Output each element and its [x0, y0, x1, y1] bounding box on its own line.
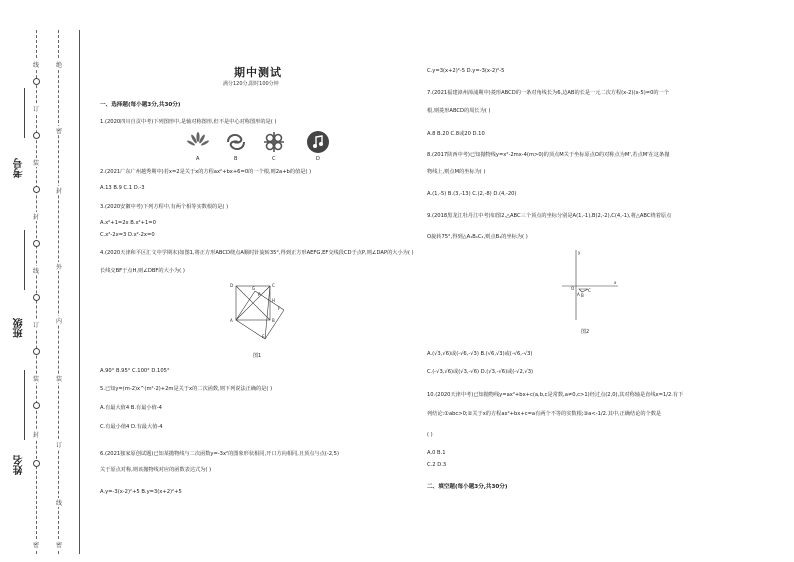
option-d-caption: D [316, 156, 320, 162]
fig2-label-o: O [571, 286, 575, 291]
question-line: 1.(2020四川自贡中考)下列图形中,是轴对称图形,但不是中心对称图形的是( ) [100, 119, 277, 125]
option-a-caption: A [196, 156, 200, 162]
question-line: A.90° B.95° C.100° D.105° [100, 368, 170, 374]
fig1-label-e: E [262, 334, 265, 339]
class-label: 班级 [14, 318, 25, 338]
fig1-label-f: F [278, 306, 281, 311]
name-label: 姓名 [14, 455, 25, 475]
seal-char: 线 [56, 500, 63, 507]
fig1-label-c: C [272, 283, 275, 288]
question-line: A.13 B.9 C.1 D.-3 [100, 185, 145, 191]
china-unicom-logo-icon [262, 130, 286, 154]
seal-char: 外 [56, 264, 63, 271]
question-line: 9.(2018黑龙江牡丹江中考)如图2,△ABC三个顶点的坐标分别是A(1,-1),B(2,-2),C(4,-1),将△ABC绕着原点 [427, 213, 672, 219]
seal-char: 订 [33, 106, 40, 113]
seal-circle-icon [33, 402, 40, 409]
fig1-label-a: A [230, 318, 233, 323]
figure-1-caption: 图1 [253, 353, 262, 359]
question-line: 7.(2021福建漳州漳浦期中)菱形ABCD的一条对角线长为6,边AB的长是一元二次方程(x-2)(x-5)=0的一个 [427, 90, 669, 96]
fig2-label-y: y [578, 250, 581, 255]
fig1-label-h: H [272, 298, 276, 303]
seal-char: 装 [33, 160, 40, 167]
seal-char: 封 [33, 214, 40, 221]
question-line: A.(1,-5) B.(3,-13) C.(2,-8) D.(4,-20) [427, 191, 517, 197]
seal-circle-icon [33, 186, 40, 193]
option-b-caption: B [234, 156, 238, 162]
class-underline [24, 230, 25, 290]
question-line: 关于原点对称,则该抛物线对应的函数表达式为( ) [100, 467, 212, 473]
binding-margin [0, 0, 82, 562]
option-c-caption: C [272, 156, 276, 162]
fig2-label-c: C [588, 288, 591, 293]
seal-char: 封 [56, 188, 63, 195]
seal-char: 线 [33, 268, 40, 275]
question-line: 10.(2020天津中考)已知抛物线y=ax²+bx+c(a,b,c是常数,a≠0,c>1)经过点(2,0),其对称轴是直线x=1/2.有下 [427, 392, 684, 398]
question-line: 6.(2021独家原创试题)已知某抛物线与二次函数y=-3x²的图象形状相同,开口方向相同,且顶点与点(-2,5) [100, 451, 339, 457]
question-line: C.y=3(x+2)²-5 D.y=-3(x-2)²-5 [427, 68, 505, 74]
seal-char: 密 [56, 128, 63, 135]
seal-circle-icon [33, 132, 40, 139]
seal-char: 封 [33, 432, 40, 439]
margin-border [79, 30, 80, 554]
exam-number-underline [24, 88, 25, 138]
seal-char: 绝 [56, 62, 63, 69]
seal-char: 内 [56, 318, 63, 325]
seal-char: 装 [33, 376, 40, 383]
question-line: C.有最小值4 D.有最大值-4 [100, 424, 163, 430]
question-line: C.x²-2x=3 D.x²-2x=0 [100, 232, 155, 238]
fig1-label-b: B [272, 318, 275, 323]
music-note-logo-icon [306, 130, 330, 154]
figure-1-squares [228, 282, 284, 340]
section-heading: 二、填空题(每小题3分,共30分) [427, 484, 508, 490]
question-line: A.x²+1=2x B.x²+1=0 [100, 220, 156, 226]
question-line: 2.(2021广东广州越秀期中)若x=2是关于x的方程ax²+bx+6=0的一个根,则2a+b的值是( ) [100, 169, 312, 175]
question-line: 4.(2020天津和平区汇文中学期末)如图1,将正方形ABCD绕点A顺时针旋转35°,得到正方形AEFG,EF交线段CD于点P,则∠DAP的大小为( ) [100, 250, 414, 256]
seal-circle-icon [33, 240, 40, 247]
question-line: A.(√3,√6)或(-√6,-√3) B.(√6,√3)或(-√6,-√3) [427, 351, 533, 357]
exam-info: 满分120分,限时100分钟 [223, 81, 279, 87]
fig1-label-p: P [258, 292, 261, 297]
question-line: A.y=-3(x-2)²+5 B.y=3(x+2)²+5 [100, 489, 182, 495]
seal-circle-icon [33, 294, 40, 301]
figure-2-caption: 图2 [581, 329, 590, 335]
seal-circle-icon [33, 460, 40, 467]
question-line: ( ) [427, 432, 433, 438]
question-line: A.8 B.20 C.8或20 D.10 [427, 131, 485, 137]
seal-circle-icon [33, 78, 40, 85]
question-line: O旋转75°,得到△A₁B₁C₁,则点B₁的坐标为( ) [427, 234, 528, 240]
fig2-label-x: x [614, 280, 617, 285]
page-title: 期中测试 [234, 66, 282, 79]
question-line: 长线交BF于点H,则∠DBF的大小为( ) [100, 268, 185, 274]
question-line: C.(-√3,√6)或(√3,-√6) D.(√3,-√6)或(-√2,√3) [427, 369, 534, 375]
fig1-label-g: G [252, 286, 256, 291]
seal-char: 密 [33, 542, 40, 549]
question-line: C.2 D.3 [427, 462, 447, 468]
question-line: A.0 B.1 [427, 450, 446, 456]
seal-char: 订 [33, 322, 40, 329]
china-mobile-logo-icon [224, 130, 248, 154]
seal-char: 订 [56, 442, 63, 449]
seal-line-inner [58, 30, 59, 554]
fig2-label-a: A [577, 292, 580, 297]
seal-char: 装 [56, 376, 63, 383]
name-underline [24, 370, 25, 440]
question-line: 列结论:①abc>0;②关于x的方程ax²+bx+c=a有两个不等的实数根;③a<-1/2.其中,正确结论的个数是 [427, 411, 662, 417]
fig1-label-d: D [230, 283, 234, 288]
question-line: 3.(2020安徽中考)下列方程中,有两个相等实数根的是( ) [100, 204, 229, 210]
question-line: 5.已知y=(m-2)x^(m²-2)+2m是关于x的二次函数,则下列说法正确的是( ) [100, 386, 273, 392]
huawei-logo-icon [186, 130, 210, 154]
question-line: A.有最大值4 B.有最小值-4 [100, 405, 162, 411]
question-line: 物线上,则点M的坐标为( ) [427, 169, 486, 175]
question-line: 8.(2017陕西中考)已知抛物线y=x²-2mx-4(m>0)的顶点M关于坐标原点O的对称点为M',若点M'在这条抛 [427, 152, 670, 158]
seal-circle-icon [33, 348, 40, 355]
seal-char: 密 [56, 542, 63, 549]
exam-number-label: 考号 [14, 158, 25, 178]
figure-2-coordinate-plane [560, 248, 620, 322]
fig2-label-b: B [581, 293, 584, 298]
seal-char: 线 [33, 62, 40, 69]
question-line: 根,则菱形ABCD的周长为( ) [427, 108, 491, 114]
section-heading: 一、选择题(每小题3分,共30分) [100, 102, 181, 108]
